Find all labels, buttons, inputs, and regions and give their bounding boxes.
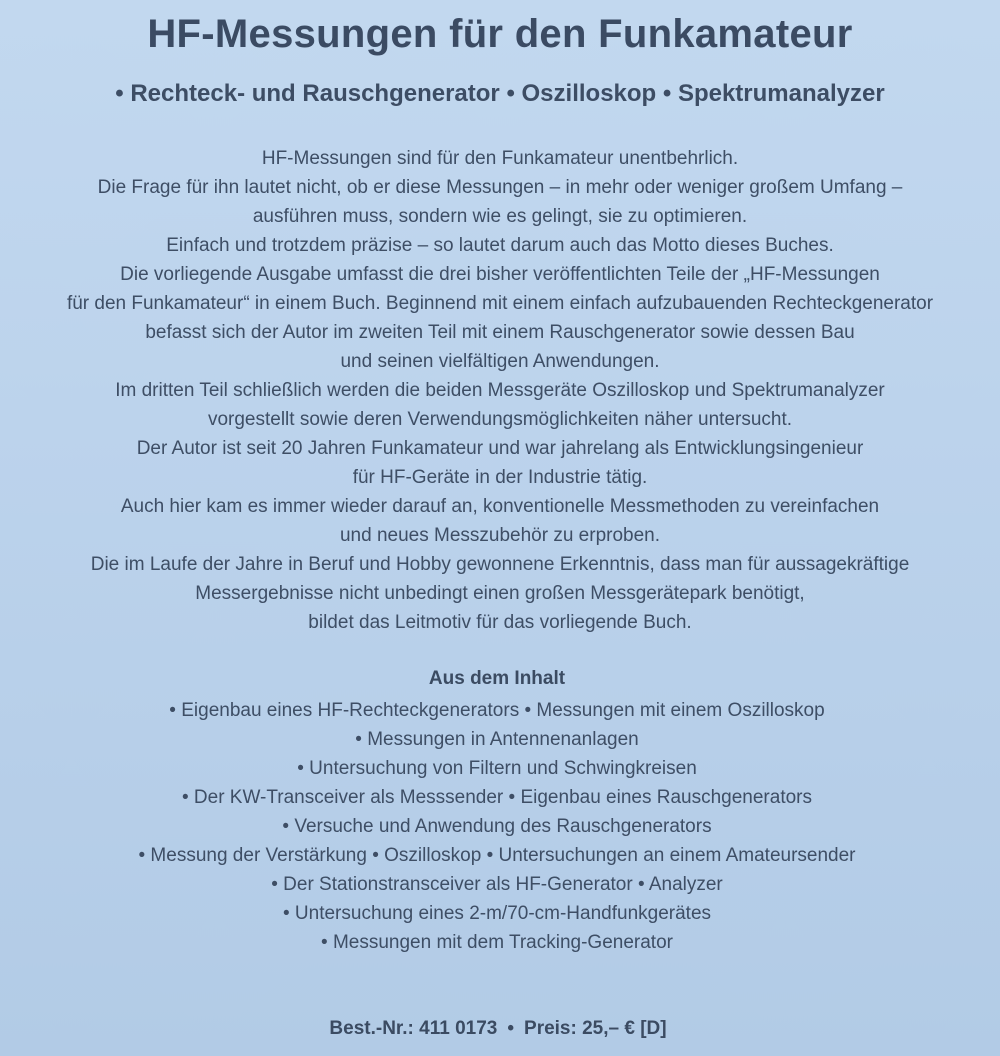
description-line: HF-Messungen sind für den Funkamateur unentbehrlich. (261, 148, 739, 169)
description-line: ausführen muss, sondern wie es gelingt, sie zu optimieren. (252, 206, 748, 227)
description-line: vorgestellt sowie deren Verwendungsmöglichkeiten näher untersucht. (207, 409, 793, 430)
book-title: HF-Messungen für den Funkamateur (147, 12, 853, 56)
description-text (0, 144, 1000, 637)
contents-item: • Messungen mit dem Tracking-Generator (321, 932, 673, 953)
description-line: Auch hier kam es immer wieder darauf an, konventionelle Messmethoden zu vereinfachen (120, 496, 880, 517)
footer-separator: • (507, 1018, 515, 1039)
contents-item: • Untersuchung von Filtern und Schwingkreisen (297, 758, 697, 779)
description-line: Der Autor ist seit 20 Jahren Funkamateur und war jahrelang als Entwicklungsingenieur (136, 438, 864, 459)
price: Preis: 25,– € [D] (524, 1018, 667, 1039)
description-line: für HF-Geräte in der Industrie tätig. (352, 467, 648, 488)
contents-heading: Aus dem Inhalt (428, 668, 566, 689)
contents-item: • Eigenbau eines HF-Rechteckgenerators • Messungen mit einem Oszilloskop (169, 700, 825, 721)
order-number: Best.-Nr.: 411 0173 (329, 1018, 498, 1039)
contents-list (0, 696, 994, 957)
description-line: für den Funkamateur“ in einem Buch. Beginnend mit einem einfach aufzubauenden Rechteckgenerator (66, 293, 934, 314)
description-line: bildet das Leitmotiv für das vorliegende Buch. (308, 612, 692, 633)
description-line: und neues Messzubehör zu erproben. (339, 525, 661, 546)
contents-item: • Der KW-Transceiver als Messsender • Eigenbau eines Rauschgenerators (181, 787, 813, 808)
contents-item: • Untersuchung eines 2-m/70-cm-Handfunkgerätes (282, 903, 712, 924)
description-line: Im dritten Teil schließlich werden die beiden Messgeräte Oszilloskop und Spektrumanalyzer (115, 380, 885, 401)
contents-item: • Der Stationstransceiver als HF-Generator • Analyzer (271, 874, 723, 895)
description-line: befasst sich der Autor im zweiten Teil mit einem Rauschgenerator sowie dessen Bau (145, 322, 855, 343)
contents-item: • Messungen in Antennenanlagen (355, 729, 639, 750)
contents-item: • Versuche und Anwendung des Rauschgenerators (282, 816, 712, 837)
order-info (0, 1018, 996, 1040)
contents-item: • Messung der Verstärkung • Oszilloskop • Untersuchungen an einem Amateursender (138, 845, 856, 866)
description-line: Messergebnisse nicht unbedingt einen großen Messgerätepark benötigt, (195, 583, 805, 604)
description-line: Die im Laufe der Jahre in Beruf und Hobby gewonnene Erkenntnis, dass man für aussagekräftige (90, 554, 910, 575)
description-line: Die vorliegende Ausgabe umfasst die drei bisher veröffentlichten Teile der „HF-Messungen (120, 264, 880, 285)
description-line: Einfach und trotzdem präzise – so lautet darum auch das Motto dieses Buches. (166, 235, 834, 256)
description-line: Die Frage für ihn lautet nicht, ob er diese Messungen – in mehr oder weniger großem Umfang – (97, 177, 903, 198)
description-line: und seinen vielfältigen Anwendungen. (340, 351, 660, 372)
book-subtitle: • Rechteck- und Rauschgenerator • Oszilloskop • Spektrumanalyzer (115, 80, 885, 107)
